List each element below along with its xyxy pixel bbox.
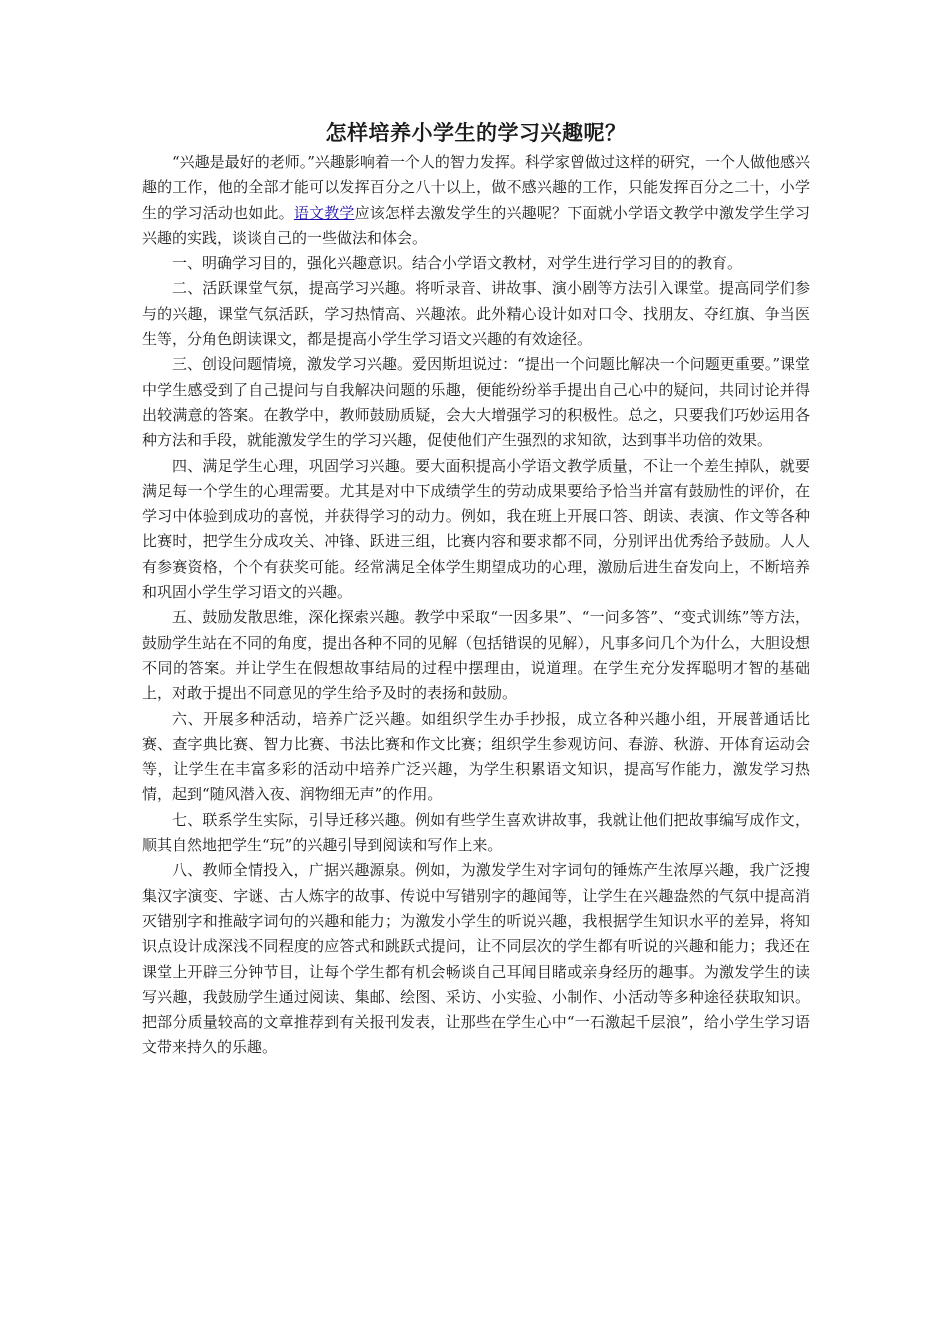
section-paragraph-1: 一、明确学习目的，强化兴趣意识。结合小学语文教材，对学生进行学习目的的教育。	[172, 254, 743, 273]
section-paragraph-2: 二、活跃课堂气氛，提高学习兴趣。将听录音、讲故事、演小剧等方法引入课堂。提高同学们参与的兴趣，课堂气氛活跃，学习热情高、兴趣浓。此外精心设计如对口令、找朋友、夺红旗、争当医生等，分角色朗读课文，都是提高小学生学习语文兴趣的有效途径。	[142, 279, 810, 349]
page-title: 怎样培养小学生的学习兴趣呢？	[325, 120, 627, 145]
section-paragraph-8: 八、教师全情投入，广据兴趣源泉。例如，为激发学生对字词句的锤炼产生浓厚兴趣，我广泛搜集汉字演变、字谜、古人炼字的故事、传说中写错别字的趣闻等，让学生在兴趣盎然的气氛中提高消灭错别字和推敲字词句的兴趣和能力；为激发小学生的听说兴趣，我根据学生知识水平的差异，将知识点设计成深浅不同程度的应答式和跳跃式提问，让不同层次的学生都有听说的兴趣和能力；我还在课堂上开辟三分钟节目，让每个学生都有机会畅谈自己耳闻目睹或亲身经历的趣事。为激发学生的读写兴趣，我鼓励学生通过阅读、集邮、绘图、采访、小实验、小制作、小活动等多种途径获取知识。把部分质量较高的文章推荐到有关报刊发表，让那些在学生心中“一石激起千层浪”，给小学生学习语文带来持久的乐趣。	[142, 861, 810, 1057]
section-paragraph-7: 七、联系学生实际，引导迁移兴趣。例如有些学生喜欢讲故事，我就让他们把故事编写成作文，顺其自然地把学生“玩”的兴趣引导到阅读和写作上来。	[142, 810, 810, 855]
document-body	[142, 118, 810, 1061]
intro-paragraph	[142, 150, 810, 251]
section-paragraph-6: 六、开展多种活动，培养广泛兴趣。如组织学生办手抄报，成立各种兴趣小组，开展普通话比赛、查字典比赛、智力比赛、书法比赛和作文比赛；组织学生参观访问、春游、秋游、开体育运动会等，让学生在丰富多彩的活动中培养广泛兴趣，为学生积累语文知识，提高写作能力，激发学习热情，起到“随风潜入夜、润物细无声”的作用。	[142, 709, 810, 804]
section-paragraph-4: 四、满足学生心理，巩固学习兴趣。要大面积提高小学语文教学质量，不让一个差生掉队，就要满足每一个学生的心理需要。尤其是对中下成绩学生的劳动成果要给予恰当并富有鼓励性的评价，在学习中体验到成功的喜悦，并获得学习的动力。例如，我在班上开展口答、朗读、表演、作文等各种比赛时，把学生分成攻关、冲锋、跃进三组，比赛内容和要求都不同，分别评出优秀给予鼓励。人人有参赛资格，个个有获奖可能。经常满足全体学生期望成功的心理，激励后进生奋发向上，不断培养和巩固小学生学习语文的兴趣。	[142, 456, 810, 602]
section-paragraph-5: 五、鼓励发散思维，深化探索兴趣。教学中采取“一因多果”、“一问多答”、“变式训练”等方法，鼓励学生站在不同的角度，提出各种不同的见解（包括错误的见解），凡事多问几个为什么，大胆设想不同的答案。并让学生在假想故事结局的过程中摆理由，说道理。在学生充分发挥聪明才智的基础上，对敢于提出不同意见的学生给予及时的表扬和鼓励。	[142, 608, 810, 703]
intro-text-after-link: 应该怎样去激发学生的兴趣呢？下面就小学语文教学中激发学生学习兴趣的实践，谈谈自己的一些做法和体会。	[142, 203, 810, 247]
chinese-teaching-link[interactable]: 语文教学	[293, 203, 355, 222]
intro-text-before-link: “兴趣是最好的老师。”兴趣影响着一个人的智力发挥。科学家曾做过这样的研究，一个人做他感兴趣的工作，他的全部才能可以发挥百分之八十以上，做不感兴趣的工作，只能发挥百分之二十，小学生的学习活动也如此。	[142, 153, 810, 222]
section-paragraph-3: 三、创设问题情境，激发学习兴趣。爱因斯坦说过：“提出一个问题比解决一个问题更重要。”课堂中学生感受到了自己提问与自我解决问题的乐趣，便能纷纷举手提出自己心中的疑问，共同讨论并得出较满意的答案。在教学中，教师鼓励质疑，会大大增强学习的积极性。总之，只要我们巧妙运用各种方法和手段，就能激发学生的学习兴趣，促使他们产生强烈的求知欲，达到事半功倍的效果。	[142, 355, 810, 450]
